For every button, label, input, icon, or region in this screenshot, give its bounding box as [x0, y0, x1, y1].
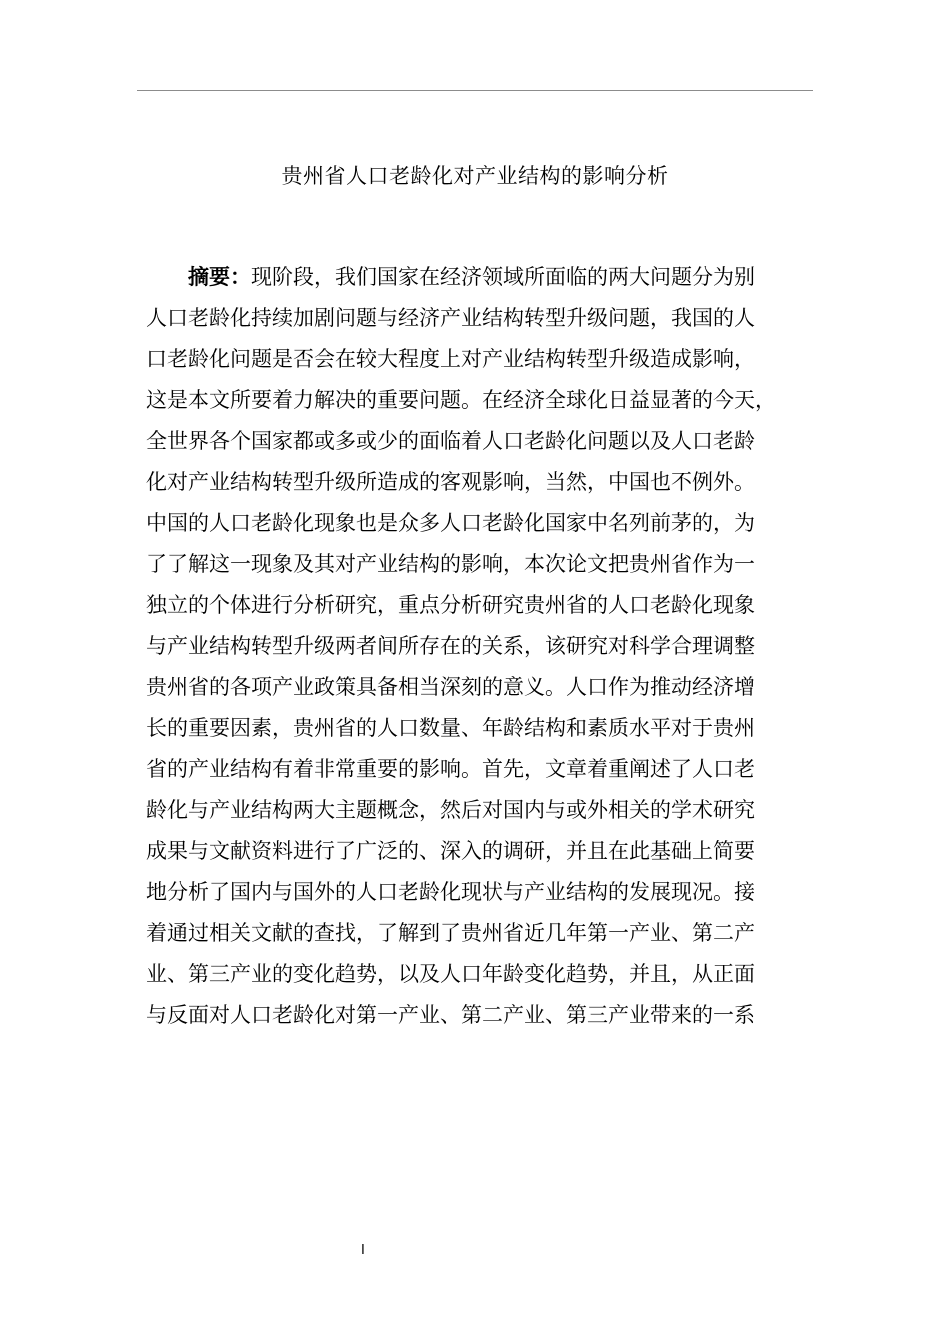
document-title: 贵州省人口老龄化对产业结构的影响分析 — [281, 164, 669, 188]
abstract-line: 省的产业结构有着非常重要的影响。首先，文章着重阐述了人口老 — [146, 757, 755, 781]
abstract-line: 与产业结构转型升级两者间所存在的关系，该研究对科学合理调整 — [146, 634, 755, 658]
abstract-line: 化对产业结构转型升级所造成的客观影响，当然，中国也不例外。 — [146, 470, 755, 494]
abstract-line: 与反面对人口老龄化对第一产业、第二产业、第三产业带来的一系 — [146, 1003, 755, 1027]
abstract-line: 业、第三产业的变化趋势，以及人口年龄变化趋势，并且，从正面 — [146, 962, 755, 986]
header-rule — [137, 90, 813, 91]
abstract-line: 人口老龄化持续加剧问题与经济产业结构转型升级问题，我国的人 — [146, 306, 755, 330]
abstract-line-text: 现阶段，我们国家在经济领域所面临的两大问题分为别 — [251, 265, 755, 289]
abstract-line: 这是本文所要着力解决的重要问题。在经济全球化日益显著的今天， — [146, 388, 776, 412]
abstract-line: 贵州省的各项产业政策具备相当深刻的意义。人口作为推动经济增 — [146, 675, 755, 699]
abstract-body — [146, 257, 806, 1036]
abstract-line: 长的重要因素，贵州省的人口数量、年龄结构和素质水平对于贵州 — [146, 716, 755, 740]
abstract-line: 中国的人口老龄化现象也是众多人口老龄化国家中名列前茅的，为 — [146, 511, 755, 535]
abstract-line — [146, 257, 806, 298]
abstract-line: 龄化与产业结构两大主题概念，然后对国内与或外相关的学术研究 — [146, 798, 755, 822]
abstract-line: 独立的个体进行分析研究，重点分析研究贵州省的人口老龄化现象 — [146, 593, 755, 617]
abstract-line: 着通过相关文献的查找，了解到了贵州省近几年第一产业、第二产 — [146, 921, 755, 945]
page-number: I — [361, 1243, 365, 1258]
abstract-line: 了了解这一现象及其对产业结构的影响，本次论文把贵州省作为一 — [146, 552, 755, 576]
abstract-line: 全世界各个国家都或多或少的面临着人口老龄化问题以及人口老龄 — [146, 429, 755, 453]
abstract-line: 地分析了国内与国外的人口老龄化现状与产业结构的发展现况。接 — [146, 880, 755, 904]
abstract-line: 口老龄化问题是否会在较大程度上对产业结构转型升级造成影响， — [146, 347, 755, 371]
abstract-label: 摘要： — [188, 265, 251, 289]
abstract-line: 成果与文献资料进行了广泛的、深入的调研，并且在此基础上简要 — [146, 839, 755, 863]
